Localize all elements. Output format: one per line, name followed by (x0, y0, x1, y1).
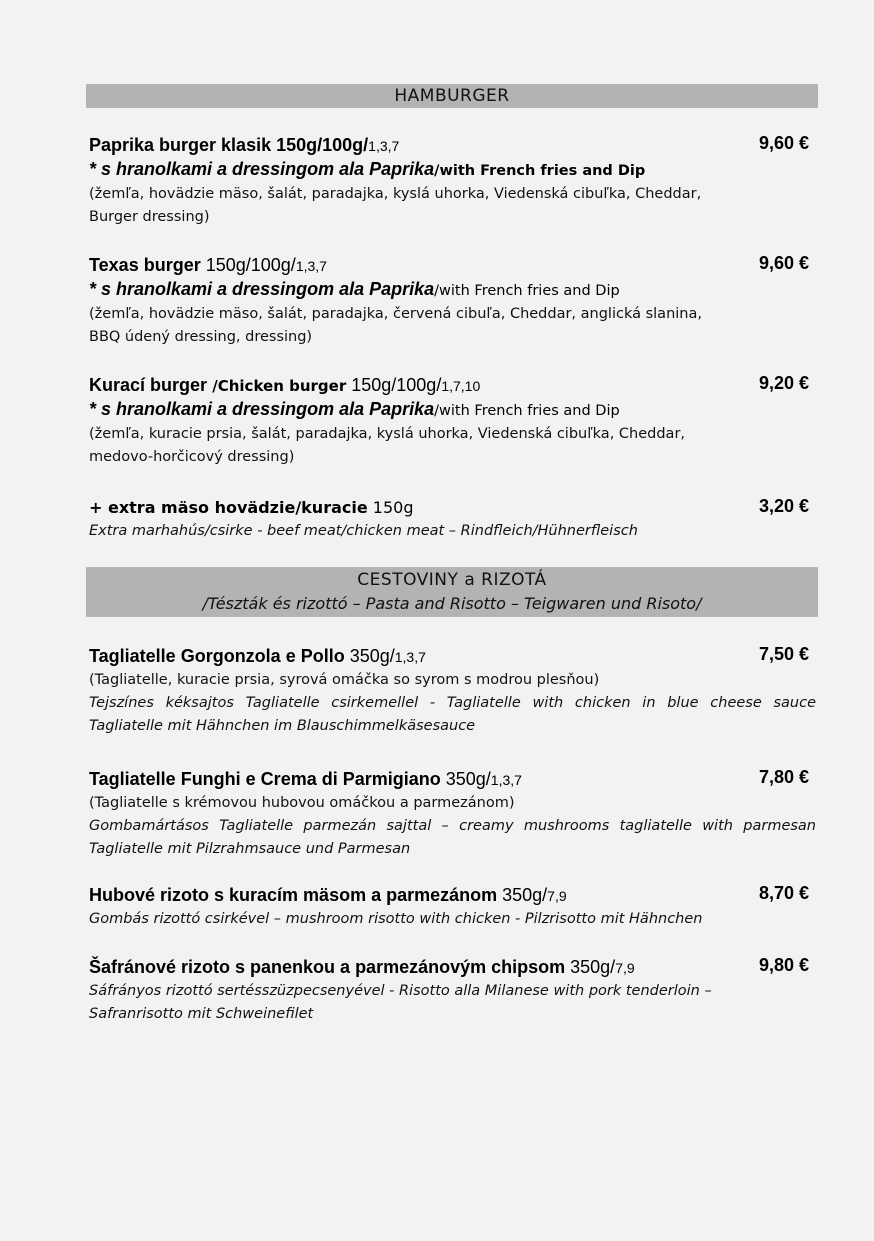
item-description: medovo-horčicový dressing) (89, 449, 295, 465)
item-side (89, 398, 816, 423)
side-text: * s hranolkami a dressingom ala Paprika (89, 159, 435, 179)
item-translation: Tejszínes kéksajtos Tagliatelle csirkemellel - Tagliatelle with chicken in blue cheese sauce (89, 695, 816, 711)
item-weight: 150g/100g/ (200, 255, 296, 275)
item-name: Hubové rizoto s kuracím mäsom a parmezánom (89, 885, 498, 905)
item-description: (Tagliatelle, kuracie prsia, syrová omáčka so syrom s modrou plesňou) (89, 672, 600, 688)
item-allergens: 1,3,7 (368, 138, 400, 154)
item-price: 9,60 € (758, 133, 809, 153)
item-name: Texas burger (89, 255, 201, 275)
section-subtitle: /Tészták és rizottó – Pasta and Risotto – Teigwaren und Risoto/ (202, 594, 702, 613)
item-side (89, 278, 816, 303)
menu-item-chicken-burger (89, 373, 816, 469)
item-translation: Sáfrányos rizottó sertésszüzpecsenyével - Risotto alla Milanese with pork tenderloin – (89, 983, 712, 999)
item-price: 7,50 € (758, 644, 809, 664)
section-header-pasta (86, 567, 818, 617)
item-allergens: 1,3,7 (295, 258, 327, 274)
item-heading (89, 767, 816, 792)
item-name: Šafránové rizoto s panenkou a parmezánovým chipsom (89, 957, 566, 977)
section-title: CESTOVINY a RIZOTÁ (357, 570, 547, 590)
menu-item-funghi (89, 767, 816, 861)
item-description: (žemľa, kuracie prsia, šalát, paradajka, kyslá uhorka, Viedenská cibuľka, Cheddar, (89, 426, 686, 442)
section-title: HAMBURGER (394, 86, 510, 106)
item-price: 7,80 € (758, 767, 809, 787)
item-heading (89, 253, 816, 278)
menu-item-safranove-rizoto (89, 955, 816, 1026)
item-translation: Gombamártásos Tagliatelle parmezán sajttal – creamy mushrooms tagliatelle with parmesan (89, 818, 816, 834)
side-text-en: /with French fries and Dip (434, 403, 620, 419)
item-weight: 150g (367, 498, 414, 517)
item-side (89, 158, 816, 183)
item-translation: Extra marhahús/csirke - beef meat/chicken meat – Rindfleich/Hühnerfleisch (89, 523, 638, 539)
item-allergens: 1,7,10 (441, 378, 481, 394)
item-heading (89, 955, 816, 980)
item-heading (89, 644, 816, 669)
side-text: * s hranolkami a dressingom ala Paprika (89, 399, 435, 419)
item-name: + extra mäso hovädzie/kuracie (89, 498, 368, 517)
item-price: 9,60 € (758, 253, 809, 273)
item-allergens: 7,9 (615, 960, 635, 976)
menu-item-texas-burger (89, 253, 816, 349)
item-price: 3,20 € (758, 496, 809, 516)
item-name-en: /Chicken burger (207, 377, 347, 395)
menu-item-hubove-rizoto (89, 883, 816, 931)
item-price: 9,20 € (758, 373, 809, 393)
item-heading (89, 496, 816, 520)
menu-item-gorgonzola (89, 644, 816, 738)
item-heading (89, 883, 816, 908)
item-weight: 150g/100g/ (346, 375, 442, 395)
item-price: 8,70 € (758, 883, 809, 903)
item-allergens: 1,3,7 (490, 772, 522, 788)
side-text-en: /with French fries and Dip (434, 283, 620, 299)
item-weight: 350g/ (440, 769, 491, 789)
item-description: Burger dressing) (89, 209, 210, 225)
item-weight: 350g/ (565, 957, 616, 977)
item-weight: 350g/ (497, 885, 548, 905)
item-weight: 350g/ (344, 646, 395, 666)
item-heading (89, 373, 816, 398)
item-name: Tagliatelle Gorgonzola e Pollo (89, 646, 345, 666)
item-description: (žemľa, hovädzie mäso, šalát, paradajka, červená cibuľa, Cheddar, anglická slanina, (89, 306, 702, 322)
item-name: Tagliatelle Funghi e Crema di Parmigiano (89, 769, 441, 789)
item-description: (žemľa, hovädzie mäso, šalát, paradajka, kyslá uhorka, Viedenská cibuľka, Cheddar, (89, 186, 702, 202)
menu-item-extra-meat (89, 496, 816, 543)
item-description: (Tagliatelle s krémovou hubovou omáčkou a parmezánom) (89, 795, 515, 811)
side-text-en: /with French fries and Dip (434, 163, 646, 179)
section-header-hamburger (86, 84, 818, 108)
item-translation: Tagliatelle mit Hähnchen im Blauschimmelkäsesauce (89, 718, 476, 734)
item-price: 9,80 € (758, 955, 809, 975)
item-heading (89, 133, 816, 158)
item-translation: Safranrisotto mit Schweinefilet (89, 1006, 314, 1022)
side-text: * s hranolkami a dressingom ala Paprika (89, 279, 435, 299)
item-name: Paprika burger klasik 150g/100g/ (89, 135, 369, 155)
menu-item-paprika-burger (89, 133, 816, 229)
item-allergens: 1,3,7 (394, 649, 426, 665)
item-translation: Tagliatelle mit Pilzrahmsauce und Parmesan (89, 841, 411, 857)
item-description: BBQ údený dressing, dressing) (89, 329, 313, 345)
item-allergens: 7,9 (547, 888, 567, 904)
item-translation: Gombás rizottó csirkével – mushroom risotto with chicken - Pilzrisotto mit Hähnchen (89, 911, 703, 927)
item-name: Kurací burger (89, 375, 208, 395)
